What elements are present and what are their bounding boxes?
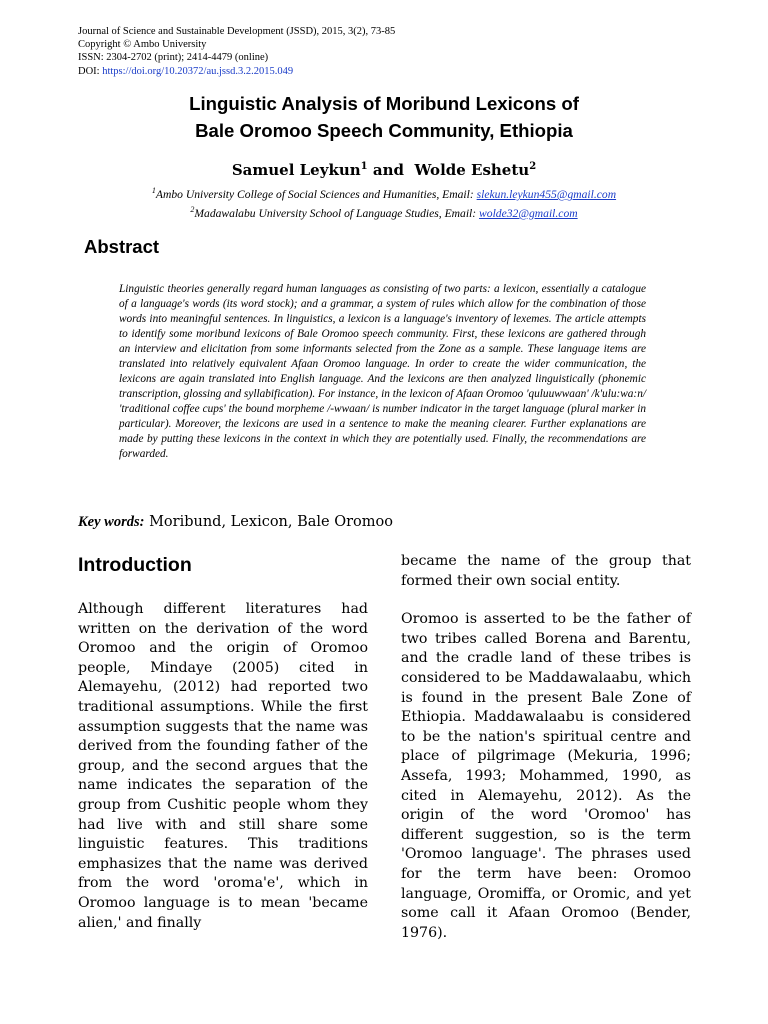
affiliation-2 (0, 202, 768, 221)
left-column (78, 600, 368, 933)
author-conjunction: and (372, 161, 404, 179)
author-2-name: Wolde Eshetu (414, 161, 530, 179)
issn-line: ISSN: 2304-2702 (print); 2414-4479 (online) (78, 52, 269, 64)
journal-header (78, 25, 518, 78)
journal-citation: Journal of Science and Sustainable Development (JSSD), 2015, 3(2), 73-85 (78, 26, 396, 37)
affiliation-2-email[interactable]: wolde32@gmail.com (479, 206, 578, 220)
intro-paragraph-1: Although different literatures had written on the derivation of the word Oromoo and the origin of Oromoo people, Mindaye (2005) cited in Alemayehu, (2012) had reported two traditional assumptions. While the first assumption suggests that the name was derived from the founding father of the group, and the second argues that the name indicates the separation of the group from Cushitic people whom they had live with and still share some linguistic features. This traditions emphasizes that the name was derived from the word 'oroma'e', which in Oromoo language is to mean 'became alien,' and finally (78, 601, 368, 931)
author-2-mark: 2 (529, 161, 537, 172)
affiliation-1-email[interactable]: slekun.leykun455@gmail.com (476, 187, 617, 201)
abstract-body: Linguistic theories generally regard human languages as consisting of two parts: a lexicon, essentially a catalogue of a language's words (its word stock); and a grammar, a system of rules which allow for the combination of those words into meaningful sentences. In linguistics, a lexicon is a language's inventory of lexemes. The article attempts to identify some moribund lexicons of Bale Oromoo speech community. First, these lexicons are gathered through an interview and elicitation from some informants selected from the Zone as a sample. These language items are translated into relatively equivalent Afaan Oromoo language. In order to create the wider communication, the lexicons are again translated into English language. And the lexicons are then analyzed linguistically (phonemic transcription, glossing and syllabification). For instance, in the lexicon of Afaan Oromoo 'quluuwwaan' /k'ulu:wa:n/ 'traditional coffee cups' the bound morpheme /-wwaan/ is number indicator in the target language (plural marker in particular). Moreover, the lexicons are used in a sentence to make the meaning clearer. Further explanations are made by putting these lexicons in the context in which they are potentially used. Finally, the recommendations are forwarded. (119, 283, 646, 460)
doi-label: DOI: (78, 65, 100, 77)
keywords-label: Key words: (78, 514, 145, 530)
abstract-heading: Abstract (84, 236, 160, 257)
intro-paragraph-2: Oromoo is asserted to be the father of two tribes called Borena and Barentu, and the cradle land of these tribes is considered to be Maddawalaabu, which is found in the present Bale Zone of Ethiopia. Maddawalaabu is considered to be the nation's spiritual centre and place of pilgrimage (Mekuria, 1996; Assefa, 1993; Mohammed, 1990, as cited in Alemayehu, 2012). As the origin of the word 'Oromoo' has different suggestion, so is the term 'Oromoo language'. The phrases used for the term have been: Oromoo language, Oromiffa, or Oromic, and yet some call it Afaan Oromoo (Bender, 1976). (401, 611, 691, 941)
affiliations (0, 183, 768, 221)
paper-title (0, 90, 768, 144)
introduction-heading: Introduction (78, 554, 192, 576)
author-1-mark: 1 (360, 161, 368, 172)
affiliation-1-text: Ambo University College of Social Sciences and Humanities, Email: (155, 187, 477, 201)
title-line-2: Bale Oromoo Speech Community, Ethiopia (195, 120, 573, 141)
right-column (401, 552, 691, 943)
affiliation-2-text: Madawalabu University School of Language Studies, Email: (194, 206, 480, 220)
keywords-value: Moribund, Lexicon, Bale Oromoo (149, 514, 394, 530)
affiliation-1-mark: 1 (151, 186, 156, 195)
author-line (0, 161, 768, 179)
copyright-line: Copyright © Ambo University (78, 39, 207, 51)
title-line-1: Linguistic Analysis of Moribund Lexicons of (189, 93, 579, 114)
keywords (78, 514, 393, 531)
affiliation-1 (0, 183, 768, 202)
doi-link[interactable]: https://doi.org/10.20372/au.jssd.3.2.2015.049 (102, 65, 294, 77)
intro-paragraph-continued: became the name of the group that formed their own social entity. (401, 553, 691, 589)
affiliation-2-mark: 2 (190, 204, 195, 214)
author-1-name: Samuel Leykun (231, 161, 361, 179)
doi-line (78, 65, 518, 78)
